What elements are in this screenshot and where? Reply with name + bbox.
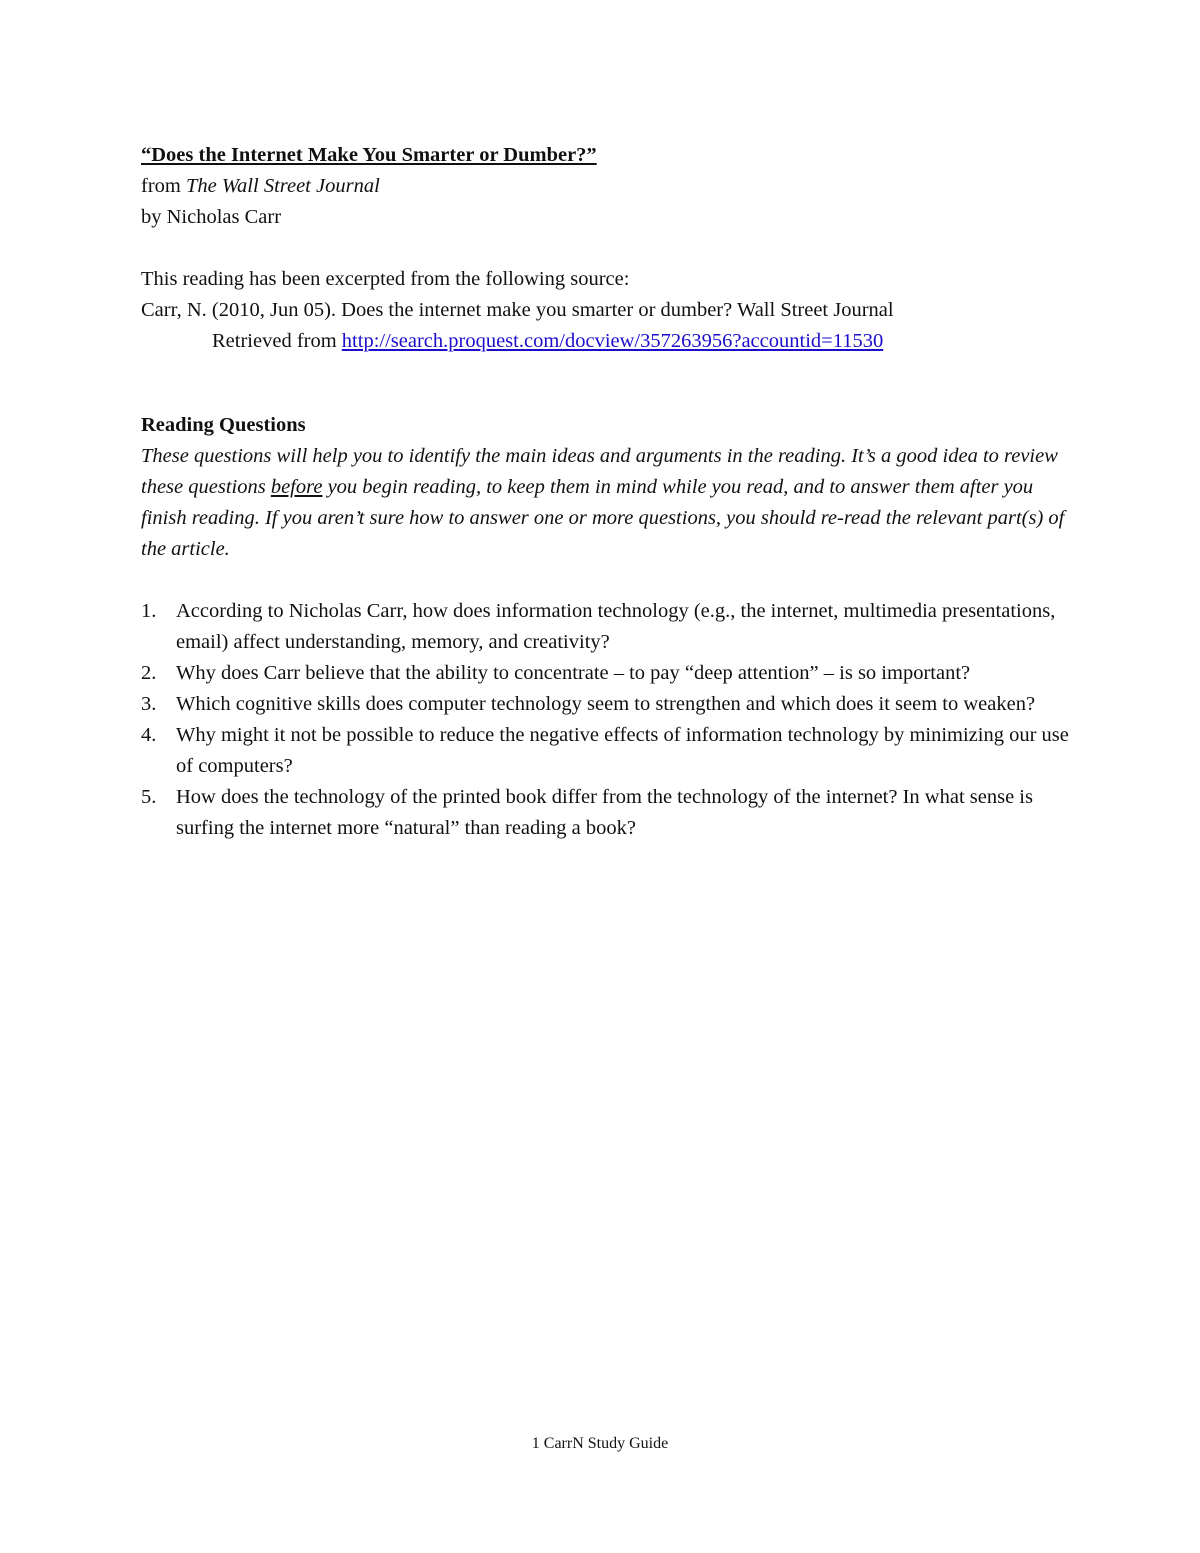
intro-text-after: you begin reading, to keep them in mind while you read, and to answer them after you finish reading. If you aren’t sure how to answer one or more questions, you should re-read the relevant part(s) of the article.	[141, 476, 1065, 560]
reading-questions-intro	[141, 441, 1071, 565]
source-prefix: from	[141, 175, 186, 197]
question-number: 1.	[141, 600, 157, 622]
question-text: Why does Carr believe that the ability to concentrate – to pay “deep attention” – is so important?	[176, 662, 971, 684]
spacer	[141, 388, 1071, 402]
source-publication: The Wall Street Journal	[185, 175, 380, 197]
question-number: 4.	[141, 724, 157, 746]
question-number: 5.	[141, 786, 157, 808]
spacer	[141, 233, 1071, 264]
citation-link[interactable]: http://search.proquest.com/docview/357263956?accountid=11530	[341, 330, 884, 352]
question-text: Which cognitive skills does computer technology seem to strengthen and which does it seem to weaken?	[176, 693, 1036, 715]
source-line	[141, 171, 1071, 202]
question-item	[141, 689, 1071, 720]
intro-emphasis: before	[270, 476, 323, 498]
question-item	[141, 658, 1071, 689]
citation-retrieved-line	[141, 326, 1071, 357]
byline: by Nicholas Carr	[141, 206, 282, 228]
excerpt-note: This reading has been excerpted from the following source:	[141, 268, 630, 290]
question-text: How does the technology of the printed book differ from the technology of the internet? In what sense is surfing the internet more “natural” than reading a book?	[176, 786, 1033, 839]
page-footer: 1 CarrN Study Guide	[531, 1435, 669, 1452]
intro-text-before: These questions will help you to identify the main ideas and arguments in the reading. It’s a good idea to review these questions	[141, 445, 1058, 498]
question-list	[141, 596, 1071, 844]
reading-questions-heading: Reading Questions	[141, 414, 306, 436]
question-number: 3.	[141, 693, 157, 715]
spacer	[141, 565, 1071, 596]
article-title: “Does the Internet Make You Smarter or Dumber?”	[141, 144, 597, 166]
question-item	[141, 720, 1071, 782]
question-text: According to Nicholas Carr, how does information technology (e.g., the internet, multimedia presentations, email) affect understanding, memory, and creativity?	[176, 600, 1056, 653]
question-item	[141, 596, 1071, 658]
question-number: 2.	[141, 662, 157, 684]
retrieved-prefix: Retrieved from	[212, 330, 342, 352]
question-item	[141, 782, 1071, 844]
document-content	[141, 140, 1071, 844]
spacer	[141, 357, 1071, 388]
citation-line: Carr, N. (2010, Jun 05). Does the internet make you smarter or dumber? Wall Street Journal	[141, 299, 894, 321]
question-text: Why might it not be possible to reduce the negative effects of information technology by minimizing our use of computers?	[176, 724, 1069, 777]
